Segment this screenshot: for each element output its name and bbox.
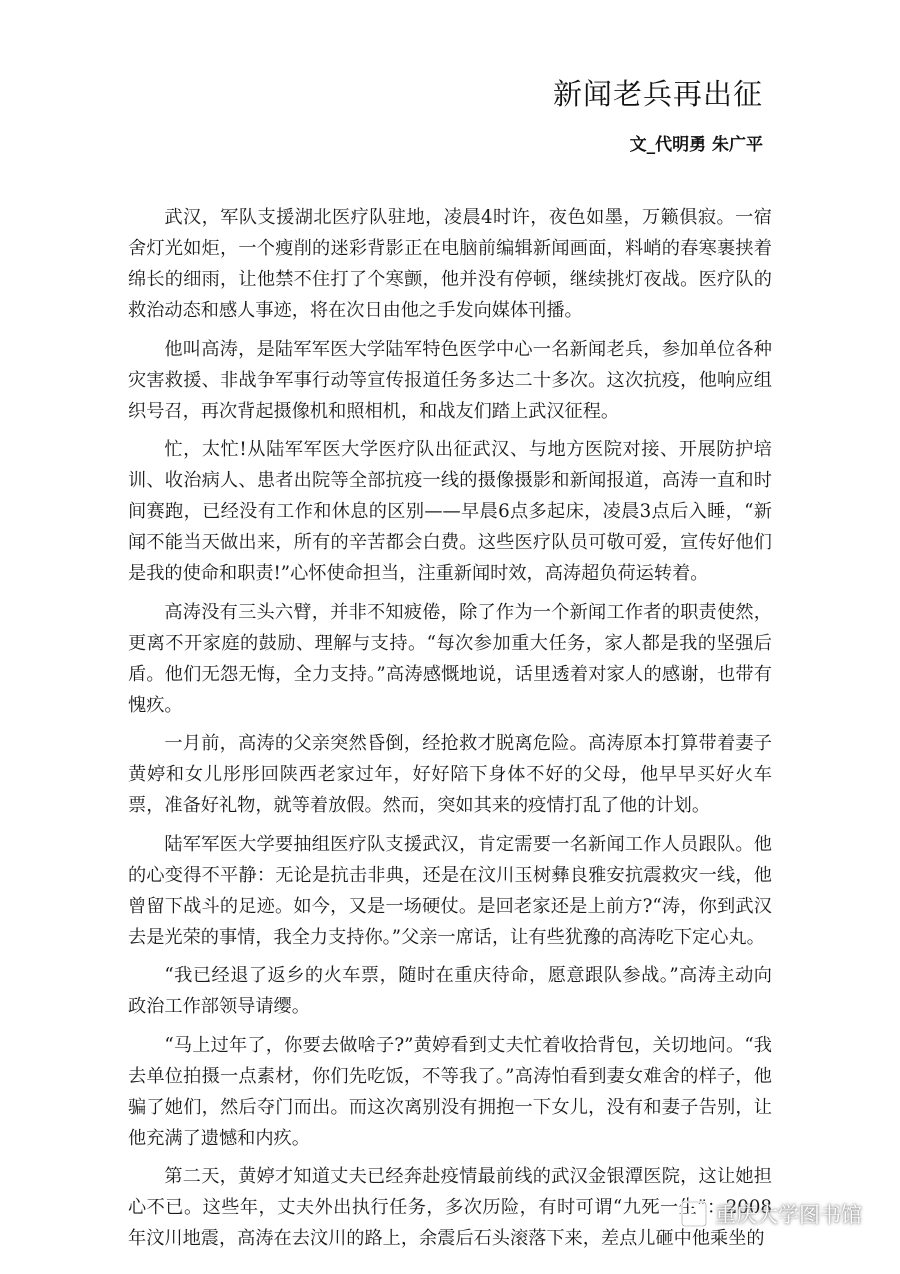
paragraph: 第二天，黄婷才知道丈夫已经奔赴疫情最前线的武汉金银潭医院，这让她担心不已。这些年，丈夫外出执行任务，多次历险，有时可谓“九死一生”：2008年汶川地震，高涛在去汶川的路上，余震后石头滚落下来，差点儿砸中他乘坐的 <box>128 1166 772 1249</box>
watermark-text: 重庆大学图书馆 <box>715 1203 862 1227</box>
paragraph: 高涛没有三头六臂，并非不知疲倦，除了作为一个新闻工作者的职责使然，更离不开家庭的鼓励、理解与支持。“每次参加重大任务，家人都是我的坚强后盾。他们无怨无悔，全力支持。”高涛感慨地说，话里透着对家人的感谢，也带有愧疚。 <box>128 601 772 716</box>
paragraph: “马上过年了，你要去做啥子?”黄婷看到丈夫忙着收拾背包，关切地问。“我去单位拍摄一点素材，你们先吃饭，不等我了。”高涛怕看到妻女难舍的样子，他骗了她们，然后夺门而出。而这次离别没有拥抱一下女儿，没有和妻子告别，让他充满了遗憾和内疚。 <box>128 1034 772 1149</box>
paragraph: “我已经退了返乡的火车票，随时在重庆待命，愿意跟队参战。”高涛主动向政治工作部领导请缨。 <box>128 965 772 1017</box>
article-title: 新闻老兵再出征 <box>552 77 763 111</box>
paragraph: 陆军军医大学要抽组医疗队支援武汉，肯定需要一名新闻工作人员跟队。他的心变得不平静：无论是抗击非典，还是在汶川玉树彝良雅安抗震救灾一线，他曾留下战斗的足迹。如今，又是一场硬仗。是回老家还是上前方?“涛，你到武汉去是光荣的事情，我全力支持你。”父亲一席话，让有些犹豫的高涛吃下定心丸。 <box>128 833 772 948</box>
paragraph: 一月前，高涛的父亲突然昏倒，经抢救才脱离危险。高涛原本打算带着妻子黄婷和女儿彤彤回陕西老家过年，好好陪下身体不好的父母，他早早买好火车票，准备好礼物，就等着放假。然而，突如其来的疫情打乱了他的计划。 <box>128 733 772 816</box>
paragraph: 忙，太忙!从陆军军医大学医疗队出征武汉、与地方医院对接、开展防护培训、收治病人、患者出院等全部抗疫一线的摄像摄影和新闻报道，高涛一直和时间赛跑，已经没有工作和休息的区别——早晨6点多起床，凌晨3点后入睡，“新闻不能当天做出来，所有的辛苦都会白费。这些医疗队员可敬可爱，宣传好他们是我的使命和职责!”心怀使命担当，注重新闻时效，高涛超负荷运转着。 <box>128 439 772 584</box>
paragraph: 他叫高涛，是陆军军医大学陆军特色医学中心一名新闻老兵，参加单位各种灾害救援、非战争军事行动等宣传报道任务多达二十多次。这次抗疫，他响应组织号召，再次背起摄像机和照相机，和战友们踏上武汉征程。 <box>128 338 772 422</box>
article-body <box>128 202 772 1262</box>
library-logo-icon <box>679 1199 709 1229</box>
library-watermark <box>679 1197 862 1231</box>
article-byline: 文_代明勇 朱广平 <box>629 135 763 155</box>
paragraph: 武汉，军队支援湖北医疗队驻地，凌晨4时许，夜色如墨，万籁俱寂。一宿舍灯光如炬，一个瘦削的迷彩背影正在电脑前编辑新闻画面，料峭的春寒裹挟着绵长的细雨，让他禁不住打了个寒颤，他并没有停顿，继续挑灯夜战。医疗队的救治动态和感人事迹，将在次日由他之手发向媒体刊播。 <box>128 207 772 321</box>
